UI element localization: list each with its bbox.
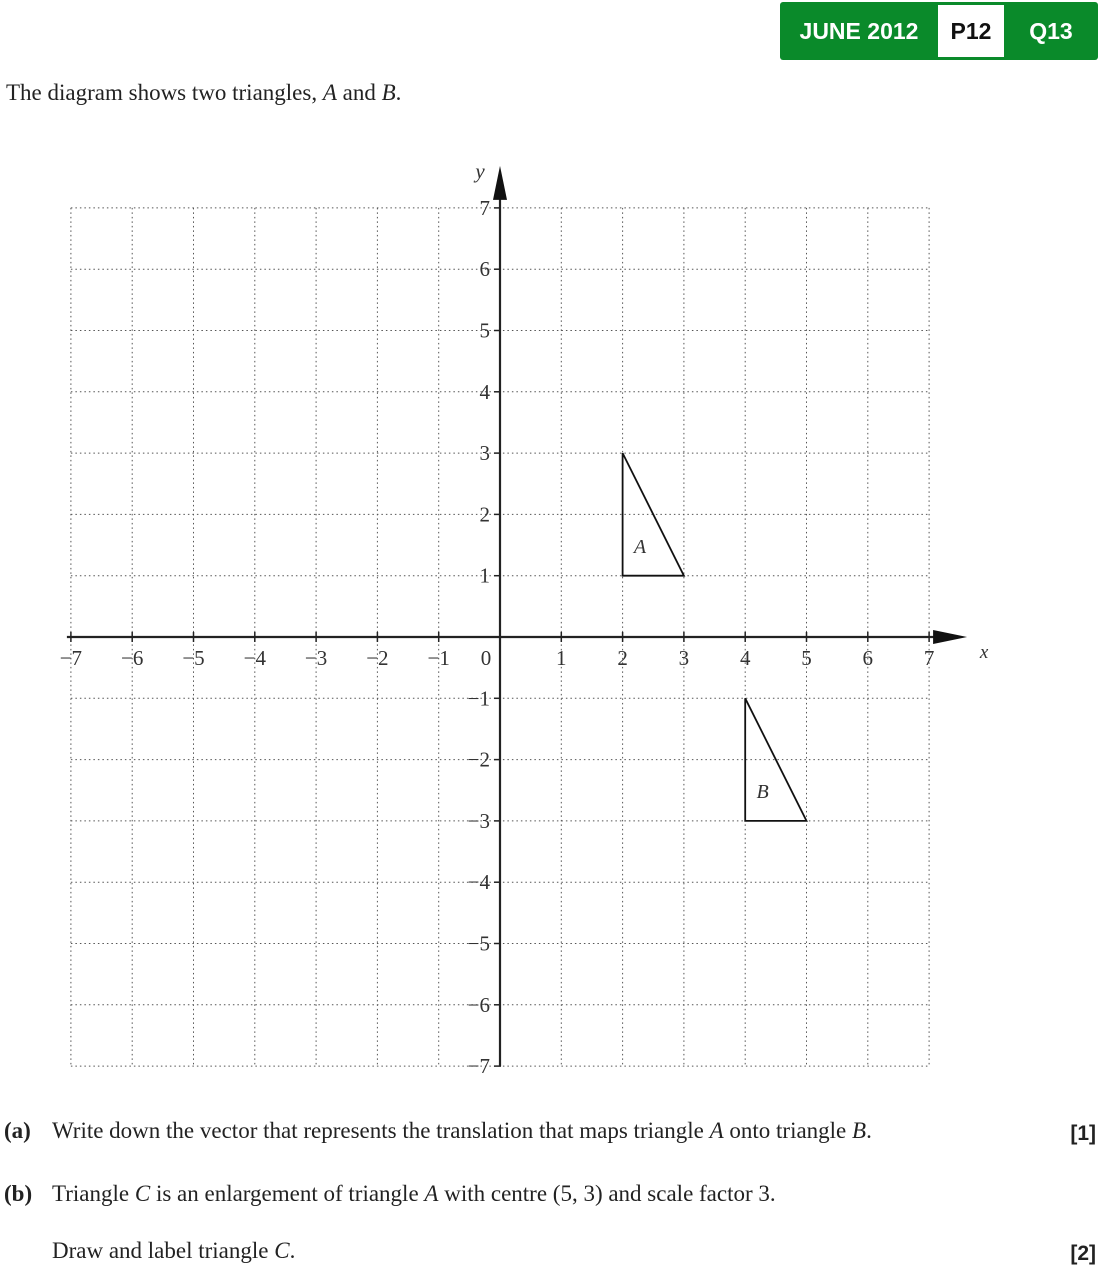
x-tick-label: −1 (427, 646, 450, 670)
y-tick-label: −3 (467, 808, 490, 833)
x-tick-label: 6 (862, 646, 874, 670)
triangle-label-b: B (756, 781, 769, 804)
x-tick-label: 5 (801, 646, 812, 670)
exam-date: JUNE 2012 (799, 17, 919, 44)
question-b-text: Triangle C is an enlargement of triangle A with centre (5, 3) and scale factor 3. (52, 1181, 776, 1206)
intro-text: The diagram shows two triangles, A and B. (6, 80, 402, 105)
y-tick-label: −7 (467, 1054, 490, 1079)
y-tick-label: 3 (479, 441, 490, 466)
y-tick-label: 4 (479, 379, 490, 404)
x-tick-label: 1 (556, 646, 567, 670)
question-a-text: Write down the vector that represents the translation that maps triangle A onto triangle B. (52, 1118, 872, 1143)
x-tick-label: −5 (182, 646, 205, 670)
x-axis-label: x (979, 642, 989, 663)
triangle-label-a: A (633, 535, 647, 558)
x-tick-label: 0 (480, 646, 492, 670)
question-a-label: (a) (4, 1118, 31, 1143)
x-tick-label: −2 (366, 646, 389, 670)
question-b-marks: [2] (1070, 1242, 1096, 1265)
question-number: Q13 (1029, 17, 1073, 44)
y-tick-label: 1 (479, 563, 490, 588)
axes (67, 159, 989, 1066)
y-tick-label: 6 (479, 257, 490, 282)
y-tick-label: −6 (467, 992, 490, 1017)
coordinate-grid[interactable] (0, 150, 1000, 1080)
question-badge (780, 2, 1098, 60)
question-a-marks: [1] (1070, 1122, 1096, 1145)
y-tick-label: −4 (467, 870, 490, 895)
x-tick-label: 4 (739, 646, 751, 670)
x-tick-label: −7 (59, 646, 83, 670)
x-tick-label: 3 (678, 646, 690, 670)
question-b-label: (b) (4, 1181, 33, 1206)
y-tick-label: 7 (479, 195, 490, 220)
x-tick-label: −3 (304, 646, 328, 670)
triangle-b (745, 698, 806, 821)
x-axis-arrow (933, 630, 967, 644)
y-tick-label: −2 (467, 747, 490, 772)
y-tick-label: −5 (467, 931, 490, 956)
y-axis-arrow (493, 166, 507, 200)
x-tick-label: −4 (243, 646, 266, 670)
y-tick-label: −1 (467, 686, 490, 711)
x-tick-label: 7 (923, 646, 935, 670)
paper-number: P12 (938, 5, 1004, 57)
x-tick-label: 2 (617, 646, 628, 670)
y-tick-label: 5 (479, 318, 490, 343)
y-tick-label: 2 (479, 502, 490, 527)
y-axis-label: y (475, 158, 485, 183)
x-tick-label: −6 (121, 646, 144, 670)
